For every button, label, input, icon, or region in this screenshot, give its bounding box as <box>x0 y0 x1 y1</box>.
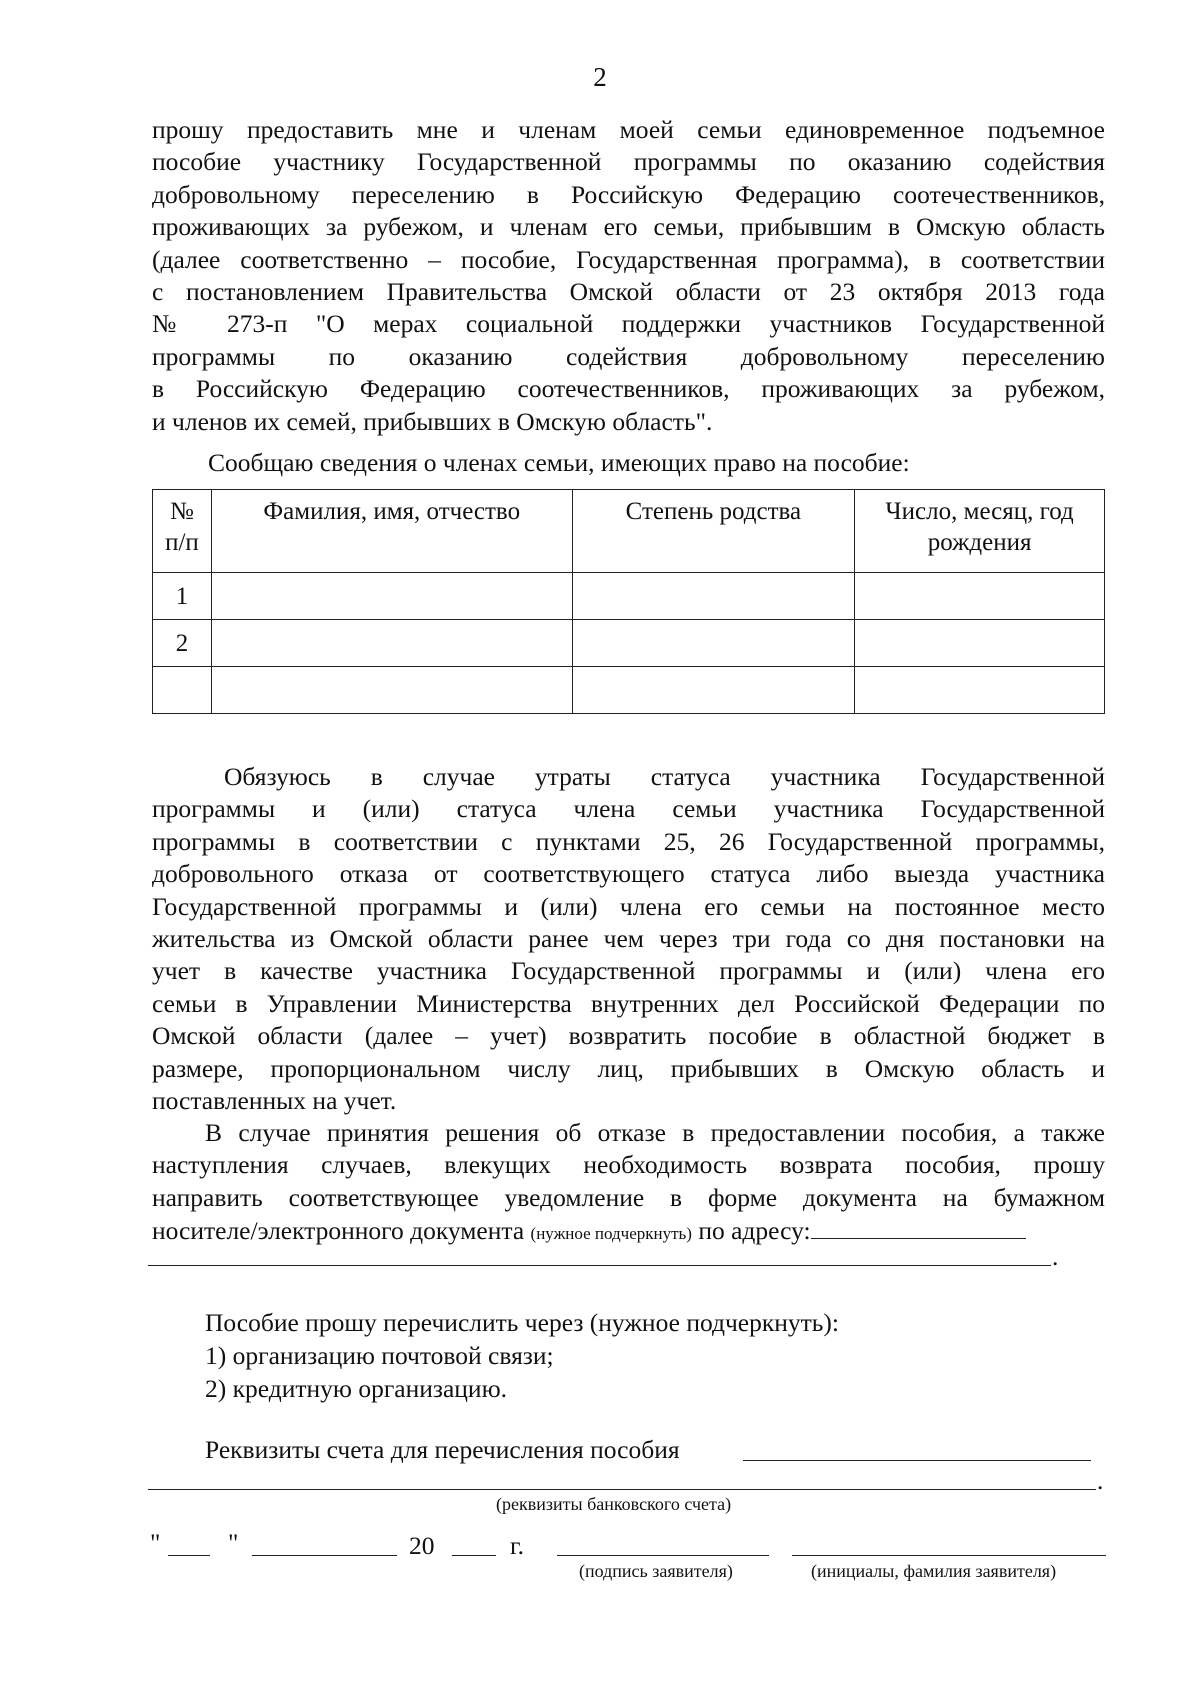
obligation-line: Омской области (далее – учет) возвратить пособие в областной бюджет в <box>152 1021 1105 1051</box>
table-row <box>153 573 1105 620</box>
intro-line: (далее соответственно – пособие, Государственная программа), в соответствии <box>152 244 1105 274</box>
birth-date-cell[interactable] <box>855 620 1105 667</box>
year-field[interactable] <box>452 1555 496 1556</box>
obligation-line: учет в качестве участника Государственной программы и (или) члена его <box>152 956 1105 986</box>
transfer-option-post[interactable]: 1) организацию почтовой связи; <box>205 1341 554 1370</box>
address-label: по адресу: <box>698 1216 811 1246</box>
obligation-line: размере, пропорциональном числу лиц, прибывших в Омскую область и <box>152 1053 1105 1083</box>
relationship-cell[interactable] <box>572 667 855 714</box>
obligation-line: жительства из Омской области ранее чем через три года со дня постановки на <box>152 924 1105 954</box>
signature-field[interactable] <box>557 1555 769 1556</box>
year-prefix: 20 <box>409 1531 435 1560</box>
intro-line: в Российскую Федерацию соотечественников, проживающих за рубежом, <box>152 374 1105 404</box>
page-number: 2 <box>593 62 607 92</box>
obligation-paragraph <box>152 761 1105 1117</box>
intro-line: пособие участнику Государственной программы по оказанию содействия <box>152 147 1105 177</box>
full-name-cell[interactable] <box>211 667 572 714</box>
year-suffix: г. <box>510 1531 524 1560</box>
intro-line: прошу предоставить мне и членам моей семьи единовременное подъемное <box>152 115 1105 144</box>
table-row <box>153 620 1105 667</box>
intro-line: с постановлением Правительства Омской области от 23 октября 2013 года <box>152 277 1105 307</box>
family-members-table <box>152 489 1105 714</box>
refusal-text: носителе/электронного документа <box>152 1216 525 1246</box>
obligation-line: программы в соответствии с пунктами 25, 26 Государственной программы, <box>152 826 1105 856</box>
intro-line: добровольному переселению в Российскую Федерацию соотечественников, <box>152 179 1105 209</box>
table-header-row <box>153 490 1105 573</box>
full-name-cell[interactable] <box>211 620 572 667</box>
quote-open: " <box>150 1528 161 1557</box>
row-number: 1 <box>153 573 212 620</box>
intro-line: и членов их семей, прибывших в Омскую область". <box>152 406 713 436</box>
birth-date-cell[interactable] <box>855 573 1105 620</box>
header-full-name: Фамилия, имя, отчество <box>211 490 572 573</box>
day-field[interactable] <box>168 1555 210 1556</box>
name-field[interactable] <box>792 1555 1106 1556</box>
intro-line: № 273-п "О мерах социальной поддержки участников Государственной <box>152 309 1105 339</box>
quote-close: " <box>228 1528 239 1557</box>
intro-paragraph <box>152 114 1105 438</box>
account-caption: (реквизиты банковского счета) <box>496 1494 732 1514</box>
name-caption: (инициалы, фамилия заявителя) <box>811 1561 1057 1581</box>
header-relationship: Степень родства <box>572 490 855 573</box>
relationship-cell[interactable] <box>572 573 855 620</box>
account-field[interactable] <box>743 1460 1091 1461</box>
row-number <box>153 667 212 714</box>
intro-line: программы по оказанию содействия добровольному переселению <box>152 341 1105 371</box>
account-field-line[interactable] <box>148 1489 1096 1490</box>
underline-hint: (нужное подчеркнуть) <box>530 1224 692 1244</box>
transfer-title: Пособие прошу перечислить через (нужное подчеркнуть): <box>205 1308 840 1337</box>
obligation-line: семьи в Управлении Министерства внутренних дел Российской Федерации по <box>152 988 1105 1018</box>
refusal-line: наступления случаев, влекущих необходимость возврата пособия, прошу <box>152 1150 1105 1180</box>
refusal-line: направить соответствующее уведомление в форме документа на бумажном <box>152 1182 1105 1212</box>
row-number: 2 <box>153 620 212 667</box>
account-label: Реквизиты счета для перечисления пособия <box>205 1435 680 1464</box>
obligation-line: программы и (или) статуса члена семьи участника Государственной <box>152 794 1105 824</box>
full-name-cell[interactable] <box>211 573 572 620</box>
address-field[interactable] <box>811 1214 1026 1239</box>
address-field-line[interactable] <box>148 1265 1051 1266</box>
obligation-line: Обязуюсь в случае утраты статуса участника Государственной <box>224 762 1105 791</box>
intro-line: проживающих за рубежом, и членам его семьи, прибывшим в Омскую область <box>152 212 1105 242</box>
birth-date-cell[interactable] <box>855 667 1105 714</box>
refusal-line: В случае принятия решения об отказе в предоставлении пособия, а также <box>205 1118 1105 1147</box>
obligation-line: поставленных на учет. <box>152 1086 397 1116</box>
refusal-last-line <box>152 1214 1105 1250</box>
transfer-option-bank[interactable]: 2) кредитную организацию. <box>205 1374 508 1403</box>
obligation-line: добровольного отказа от соответствующего статуса либо выезда участника <box>152 859 1105 889</box>
header-birth-date: Число, месяц, год рождения <box>855 490 1105 573</box>
table-row <box>153 667 1105 714</box>
signature-caption: (подпись заявителя) <box>579 1561 733 1581</box>
address-period: . <box>1052 1242 1059 1271</box>
refusal-paragraph <box>152 1117 1105 1251</box>
account-period: . <box>1097 1466 1104 1495</box>
month-field[interactable] <box>252 1555 397 1556</box>
header-number: № п/п <box>153 490 212 573</box>
obligation-line: Государственной программы и (или) члена его семьи на постоянное место <box>152 891 1105 921</box>
family-intro: Сообщаю сведения о членах семьи, имеющих право на пособие: <box>208 448 910 477</box>
relationship-cell[interactable] <box>572 620 855 667</box>
